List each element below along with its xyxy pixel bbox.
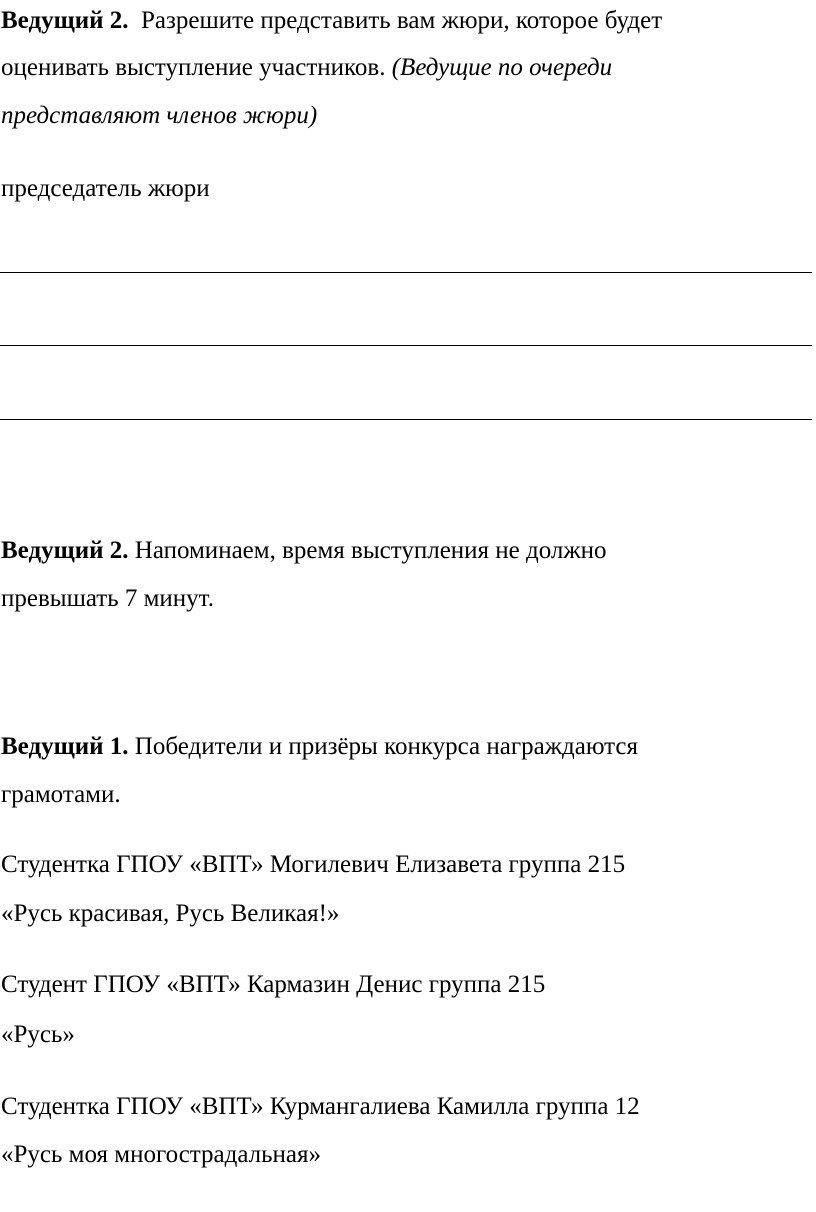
- speaker-label: Ведущий 1.: [1, 733, 129, 760]
- block1-line1: [1, 6, 662, 36]
- blank-line-2: [0, 345, 812, 346]
- stage-direction: (Ведущие по очереди: [391, 54, 613, 81]
- paragraph-text: Разрешите представить вам жюри, которое будет: [141, 7, 663, 34]
- winner-3-name: Студентка ГПОУ «ВПТ» Курмангалиева Камилла группа 12: [1, 1093, 640, 1120]
- block2-line2: превышать 7 минут.: [1, 585, 214, 612]
- blank-line-3: [0, 419, 812, 420]
- winner-1-title: «Русь красивая, Русь Великая!»: [1, 900, 340, 927]
- speaker-label: Ведущий 2.: [1, 537, 129, 564]
- winner-2-title: «Русь»: [1, 1021, 75, 1048]
- block2-line1: [1, 536, 607, 566]
- winner-2-name: Студент ГПОУ «ВПТ» Кармазин Денис группа 215: [1, 971, 546, 998]
- winner-3-title: «Русь моя многострадальная»: [1, 1141, 322, 1168]
- paragraph-text: Напоминаем, время выступления не должно: [134, 537, 607, 564]
- winner-1-name: Студентка ГПОУ «ВПТ» Могилевич Елизавета группа 215: [1, 851, 626, 878]
- blank-line-1: [0, 272, 812, 273]
- speaker-label: Ведущий 2.: [1, 7, 129, 34]
- block3-line2: грамотами.: [1, 781, 121, 808]
- block1-line2: [1, 53, 612, 83]
- paragraph-text: Победители и призёры конкурса награждаются: [134, 733, 638, 760]
- block3-line1: [1, 732, 638, 762]
- jury-chair-label: председатель жюри: [1, 175, 210, 202]
- paragraph-text: оценивать выступление участников.: [1, 54, 386, 81]
- stage-direction-continued: представляют членов жюри): [1, 102, 318, 129]
